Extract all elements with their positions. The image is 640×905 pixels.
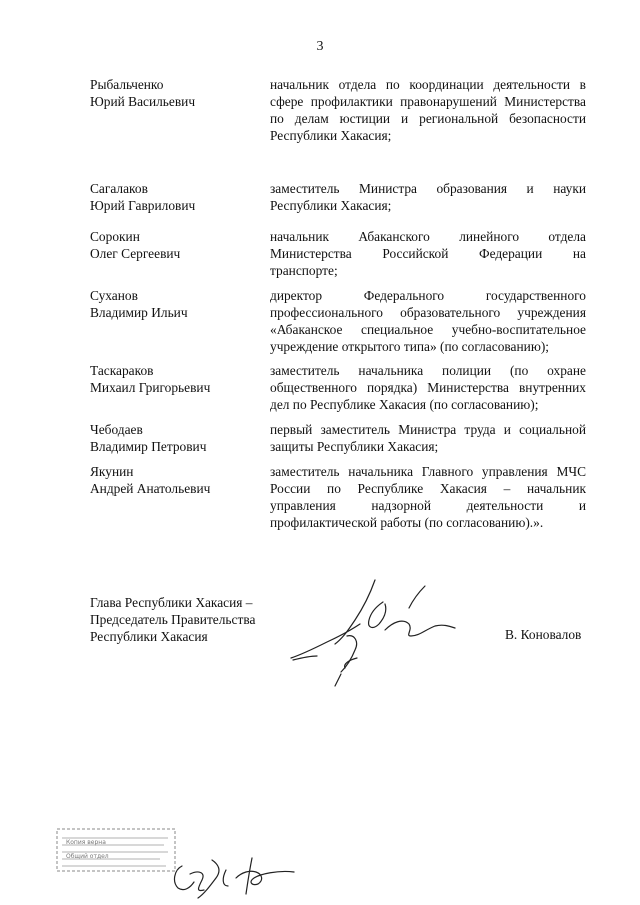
role-line: профессионального образовательного учреждения <box>270 305 586 320</box>
signatory-title <box>90 594 255 645</box>
member-given-names: Владимир Ильич <box>90 305 188 320</box>
member-role <box>270 421 586 455</box>
role-line: управления надзорной деятельности и <box>270 498 586 513</box>
role-line: первый заместитель Министра труда и социальной <box>270 422 586 437</box>
role-line: директор Федерального государственного <box>270 288 586 303</box>
role-line: дел по Республике Хакасия (по согласованию); <box>270 397 539 412</box>
role-line: профилактической работы (по согласованию).». <box>270 515 544 530</box>
member-name <box>90 463 260 497</box>
stamp-text: Общий отдел <box>66 853 109 860</box>
member-name <box>90 421 260 455</box>
member-role <box>270 228 586 279</box>
role-line: заместитель начальника полиции (по охране <box>270 363 586 378</box>
member-surname: Сорокин <box>90 229 140 244</box>
handwritten-signature <box>285 572 465 687</box>
member-surname: Рыбальченко <box>90 77 164 92</box>
member-surname: Чебодаев <box>90 422 143 437</box>
member-given-names: Михаил Григорьевич <box>90 380 211 395</box>
member-name <box>90 180 260 214</box>
member-role <box>270 76 586 144</box>
page-number: 3 <box>316 39 324 54</box>
member-name <box>90 362 260 396</box>
role-line: транспорте; <box>270 263 338 278</box>
member-given-names: Юрий Васильевич <box>90 94 196 109</box>
member-surname: Сагалаков <box>90 181 148 196</box>
member-surname: Таскараков <box>90 363 154 378</box>
signatory-title-line: Глава Республики Хакасия – <box>90 595 253 610</box>
member-surname: Якунин <box>90 464 134 479</box>
stamp-text: Копия верна <box>66 839 106 846</box>
role-line: заместитель Министра образования и науки <box>270 181 586 196</box>
role-line: начальник Абаканского линейного отдела <box>270 229 586 244</box>
role-line: общественного порядка) Министерства внутренних <box>270 380 586 395</box>
role-line: «Абаканское специальное учебно-воспитательное <box>270 322 586 337</box>
member-given-names: Олег Сергеевич <box>90 246 181 261</box>
handwritten-initials <box>168 848 308 900</box>
member-role <box>270 287 586 355</box>
role-line: начальник отдела по координации деятельности в <box>270 77 586 92</box>
member-name <box>90 228 260 262</box>
signatory-title-line: Председатель Правительства <box>90 612 256 627</box>
role-line: учреждение открытого типа» (по согласованию); <box>270 339 549 354</box>
signatory-title-line: Республики Хакасия <box>90 629 208 644</box>
role-line: Республики Хакасия; <box>270 128 392 143</box>
member-given-names: Юрий Гаврилович <box>90 198 196 213</box>
signer-name: В. Коновалов <box>505 627 582 642</box>
role-line: заместитель начальника Главного управления МЧС <box>270 464 586 479</box>
role-line: Министерства Российской Федерации на <box>270 246 586 261</box>
member-role <box>270 362 586 413</box>
role-line: России по Республике Хакасия – начальник <box>270 481 586 496</box>
role-line: сфере профилактики правонарушений Министерства <box>270 94 586 109</box>
role-line: Республики Хакасия; <box>270 198 392 213</box>
member-role <box>270 463 586 531</box>
copy-stamp <box>56 828 176 872</box>
member-surname: Суханов <box>90 288 138 303</box>
member-given-names: Андрей Анатольевич <box>90 481 211 496</box>
role-line: по делам юстиции и региональной безопасности <box>270 111 586 126</box>
member-role <box>270 180 586 214</box>
member-name <box>90 76 260 110</box>
member-name <box>90 287 260 321</box>
role-line: защиты Республики Хакасия; <box>270 439 439 454</box>
member-given-names: Владимир Петрович <box>90 439 207 454</box>
